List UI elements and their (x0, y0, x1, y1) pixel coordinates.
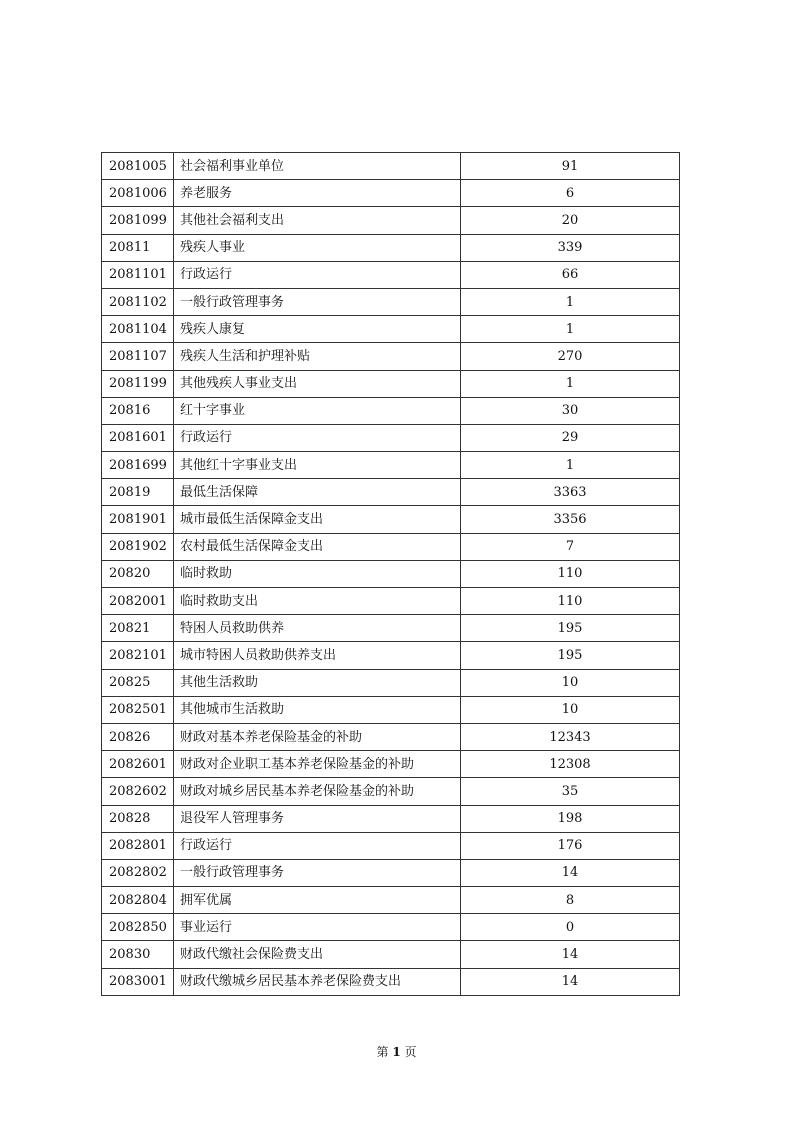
page-footer-prefix: 第 (376, 1045, 389, 1059)
row-name-cell: 农村最低生活保障金支出 (174, 533, 461, 560)
row-value-cell: 1 (461, 370, 680, 397)
row-value-cell: 198 (461, 805, 680, 832)
table-row (102, 669, 680, 696)
row-name-cell: 临时救助 (174, 560, 461, 587)
row-code-cell: 20828 (102, 805, 174, 832)
table-row (102, 180, 680, 207)
table-row (102, 343, 680, 370)
row-name-cell: 行政运行 (174, 832, 461, 859)
table-row (102, 424, 680, 451)
table-row (102, 805, 680, 832)
row-code-cell: 20821 (102, 615, 174, 642)
row-value-cell: 1 (461, 452, 680, 479)
row-code-cell: 20811 (102, 234, 174, 261)
row-code-cell: 2081099 (102, 207, 174, 234)
row-name-cell: 其他社会福利支出 (174, 207, 461, 234)
row-code-cell: 20819 (102, 479, 174, 506)
row-code-cell: 20820 (102, 560, 174, 587)
row-code-cell: 2082602 (102, 778, 174, 805)
table-row (102, 207, 680, 234)
row-code-cell: 2083001 (102, 968, 174, 995)
page-footer-suffix: 页 (404, 1045, 417, 1059)
row-value-cell: 12343 (461, 723, 680, 750)
row-name-cell: 最低生活保障 (174, 479, 461, 506)
row-code-cell: 2081902 (102, 533, 174, 560)
row-code-cell: 2082804 (102, 887, 174, 914)
row-name-cell: 拥军优属 (174, 887, 461, 914)
row-name-cell: 其他生活救助 (174, 669, 461, 696)
row-value-cell: 10 (461, 696, 680, 723)
table-row (102, 778, 680, 805)
table-row (102, 397, 680, 424)
row-code-cell: 2081199 (102, 370, 174, 397)
row-value-cell: 10 (461, 669, 680, 696)
table-row (102, 234, 680, 261)
table-row (102, 560, 680, 587)
table-row (102, 887, 680, 914)
row-code-cell: 2081699 (102, 452, 174, 479)
table-row (102, 261, 680, 288)
row-value-cell: 176 (461, 832, 680, 859)
row-name-cell: 临时救助支出 (174, 588, 461, 615)
row-value-cell: 35 (461, 778, 680, 805)
row-name-cell: 一般行政管理事务 (174, 859, 461, 886)
row-value-cell: 270 (461, 343, 680, 370)
row-value-cell: 195 (461, 642, 680, 669)
row-value-cell: 110 (461, 560, 680, 587)
row-name-cell: 退役军人管理事务 (174, 805, 461, 832)
row-name-cell: 行政运行 (174, 424, 461, 451)
row-value-cell: 20 (461, 207, 680, 234)
row-name-cell: 其他城市生活救助 (174, 696, 461, 723)
row-value-cell: 14 (461, 968, 680, 995)
row-code-cell: 2082801 (102, 832, 174, 859)
row-code-cell: 2081102 (102, 288, 174, 315)
row-code-cell: 20826 (102, 723, 174, 750)
row-name-cell: 其他红十字事业支出 (174, 452, 461, 479)
row-code-cell: 2081107 (102, 343, 174, 370)
row-value-cell: 1 (461, 316, 680, 343)
table-row (102, 452, 680, 479)
row-code-cell: 2081901 (102, 506, 174, 533)
row-name-cell: 特困人员救助供养 (174, 615, 461, 642)
table-row (102, 533, 680, 560)
row-name-cell: 养老服务 (174, 180, 461, 207)
row-value-cell: 91 (461, 153, 680, 180)
row-code-cell: 2082501 (102, 696, 174, 723)
table-row (102, 941, 680, 968)
row-code-cell: 2082601 (102, 751, 174, 778)
row-value-cell: 110 (461, 588, 680, 615)
row-value-cell: 3363 (461, 479, 680, 506)
row-name-cell: 事业运行 (174, 914, 461, 941)
row-value-cell: 29 (461, 424, 680, 451)
row-value-cell: 0 (461, 914, 680, 941)
row-name-cell: 残疾人事业 (174, 234, 461, 261)
row-code-cell: 2081601 (102, 424, 174, 451)
table-row (102, 832, 680, 859)
table-row (102, 479, 680, 506)
row-name-cell: 一般行政管理事务 (174, 288, 461, 315)
row-name-cell: 城市最低生活保障金支出 (174, 506, 461, 533)
table-row (102, 615, 680, 642)
table-row (102, 642, 680, 669)
table-row (102, 751, 680, 778)
table-body (102, 153, 680, 996)
table-row (102, 153, 680, 180)
row-name-cell: 行政运行 (174, 261, 461, 288)
row-code-cell: 2081006 (102, 180, 174, 207)
row-code-cell: 2082001 (102, 588, 174, 615)
row-name-cell: 残疾人康复 (174, 316, 461, 343)
row-name-cell: 其他残疾人事业支出 (174, 370, 461, 397)
row-value-cell: 14 (461, 859, 680, 886)
row-name-cell: 财政对企业职工基本养老保险基金的补助 (174, 751, 461, 778)
row-code-cell: 2082101 (102, 642, 174, 669)
row-value-cell: 66 (461, 261, 680, 288)
table-row (102, 316, 680, 343)
row-code-cell: 2082850 (102, 914, 174, 941)
row-name-cell: 社会福利事业单位 (174, 153, 461, 180)
row-name-cell: 残疾人生活和护理补贴 (174, 343, 461, 370)
row-code-cell: 20816 (102, 397, 174, 424)
page-number: 1 (392, 1045, 401, 1059)
table-row (102, 696, 680, 723)
table-row (102, 723, 680, 750)
row-value-cell: 1 (461, 288, 680, 315)
row-name-cell: 财政代缴社会保险费支出 (174, 941, 461, 968)
row-value-cell: 12308 (461, 751, 680, 778)
row-value-cell: 3356 (461, 506, 680, 533)
page-footer (0, 1043, 793, 1060)
row-name-cell: 财政对城乡居民基本养老保险基金的补助 (174, 778, 461, 805)
row-value-cell: 7 (461, 533, 680, 560)
table-row (102, 288, 680, 315)
row-code-cell: 2081101 (102, 261, 174, 288)
row-code-cell: 2081104 (102, 316, 174, 343)
row-value-cell: 195 (461, 615, 680, 642)
row-value-cell: 6 (461, 180, 680, 207)
budget-table (101, 152, 680, 996)
table-row (102, 506, 680, 533)
table-row (102, 370, 680, 397)
row-name-cell: 红十字事业 (174, 397, 461, 424)
row-name-cell: 财政对基本养老保险基金的补助 (174, 723, 461, 750)
table-row (102, 859, 680, 886)
row-code-cell: 2081005 (102, 153, 174, 180)
table-row (102, 968, 680, 995)
row-code-cell: 20830 (102, 941, 174, 968)
row-name-cell: 财政代缴城乡居民基本养老保险费支出 (174, 968, 461, 995)
row-value-cell: 14 (461, 941, 680, 968)
row-code-cell: 20825 (102, 669, 174, 696)
table-row (102, 588, 680, 615)
row-value-cell: 339 (461, 234, 680, 261)
row-name-cell: 城市特困人员救助供养支出 (174, 642, 461, 669)
row-code-cell: 2082802 (102, 859, 174, 886)
row-value-cell: 30 (461, 397, 680, 424)
row-value-cell: 8 (461, 887, 680, 914)
table-row (102, 914, 680, 941)
